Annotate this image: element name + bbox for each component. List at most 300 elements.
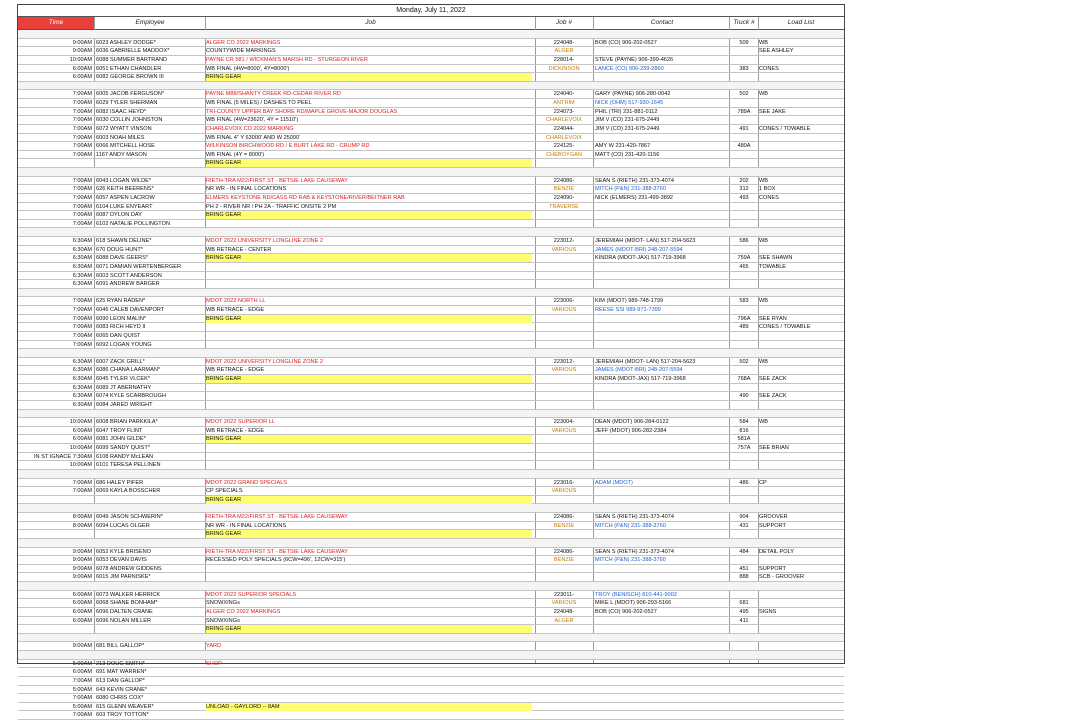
table-row — [18, 56, 844, 65]
truck-cell — [731, 453, 757, 461]
employee-cell: 6080 CHRIS COX* — [96, 695, 144, 702]
time-cell: 7:00AM — [72, 91, 92, 98]
time-cell: 6:30AM — [72, 281, 92, 288]
table-row — [18, 228, 844, 237]
truck-cell: 816 — [739, 427, 749, 434]
truck-cell: 789A — [737, 108, 751, 115]
job-number-cell — [536, 677, 592, 685]
table-row — [18, 642, 844, 651]
truck-cell: 312 — [739, 186, 749, 193]
employee-cell — [96, 159, 206, 167]
contact-cell: BOB (CO) 906-202-0527 — [595, 39, 657, 46]
table-row — [18, 668, 844, 677]
employee-cell: 6036 GABRIELLE MADDOX* — [96, 48, 170, 55]
time-cell: 7:00AM — [72, 479, 92, 486]
employee-cell: 6007 ZACK GRILL* — [96, 358, 145, 365]
load-list-cell — [759, 461, 843, 469]
contact-cell: JEREMIAH (MDOT- LAN) 517-204-5623 — [595, 238, 696, 244]
load-list-cell: 1 BOX — [759, 186, 776, 193]
job-cell: WB RETRACE - EDGE — [206, 427, 265, 434]
load-list-cell — [759, 349, 843, 357]
truck-cell: 411 — [739, 617, 749, 624]
contact-cell: STEVE (PAYNE) 906-399-4626 — [595, 56, 674, 63]
contact-cell — [595, 660, 729, 668]
job-cell: BRING GEAR — [206, 315, 532, 323]
job-cell — [206, 634, 532, 642]
job-number-cell — [536, 254, 592, 262]
load-list-cell — [759, 151, 843, 159]
time-cell: 6:30AM — [72, 263, 92, 270]
contact-cell — [595, 220, 729, 228]
load-list-cell — [759, 435, 843, 443]
time-cell — [20, 539, 92, 547]
job-number-cell — [536, 263, 592, 271]
job-cell: WB FINAL (4W=23620', 4Y = 11510') — [206, 117, 299, 124]
job-cell: SNOWXINGs — [206, 617, 240, 624]
contact-cell: JAMES (MDOT-BRI) 248-207-5594 — [595, 246, 683, 253]
load-list-cell: SCB - GROOVER — [759, 574, 805, 581]
job-cell: WB FINAL (4W=8000', 4Y=8000') — [206, 65, 290, 72]
time-cell — [20, 470, 92, 478]
contact-cell — [595, 73, 729, 81]
job-number-cell — [536, 82, 592, 90]
job-number-cell — [536, 341, 592, 349]
truck-cell: 484 — [739, 548, 749, 555]
time-cell: 10:00AM — [69, 445, 92, 451]
employee-cell: 6092 LOGAN YOUNG — [96, 341, 152, 348]
job-cell: TRI-COUNTY UPPER BAY SHORE RD/MAPLE GROVE-MAJOR DOUGLAS — [206, 108, 398, 115]
truck-cell — [731, 686, 757, 694]
load-list-cell: WB — [759, 358, 769, 365]
contact-cell: MATT (CO) 231-420-1156 — [595, 151, 660, 158]
load-list-cell — [759, 651, 843, 659]
load-list-cell — [759, 228, 843, 236]
load-list-cell — [759, 453, 843, 461]
job-number-cell: 224086- — [553, 548, 575, 555]
load-list-cell: WB — [759, 91, 769, 98]
table-row — [18, 349, 844, 358]
contact-cell: JEREMIAH (MDOT- LAN) 517-204-5623 — [595, 358, 696, 365]
contact-cell — [595, 617, 729, 625]
employee-cell: 6023 ASHLEY DODGE* — [96, 39, 156, 46]
load-list-cell — [759, 599, 843, 607]
employee-cell — [96, 82, 206, 90]
job-cell: BRING GEAR — [206, 211, 532, 219]
job-number-cell: 224044- — [553, 125, 575, 132]
table-row — [18, 418, 844, 427]
load-list-cell — [759, 410, 843, 418]
load-list-cell: SEE SHAWN — [759, 255, 793, 262]
truck-cell — [731, 677, 757, 685]
employee-cell — [96, 539, 206, 547]
load-list-cell: CP — [759, 479, 767, 486]
load-list-cell: TOWABLE — [759, 263, 787, 270]
time-cell: 7:00AM — [72, 677, 92, 684]
table-row — [18, 548, 844, 557]
job-number-cell: 223004- — [553, 419, 575, 426]
contact-cell: AMY W 231-420-7867 — [595, 143, 651, 150]
load-list-cell — [759, 530, 843, 538]
contact-cell — [595, 694, 729, 702]
load-list-cell: SEE ZACK — [759, 393, 787, 400]
contact-cell — [595, 82, 729, 90]
employee-cell: 6049 JASON SCHWERIN* — [96, 514, 163, 520]
load-list-cell: WB — [759, 238, 769, 244]
job-cell: WILKINSON BIRCHWOOD RD / E BURT LAKE RD - CRUMP RD — [206, 143, 370, 150]
table-row — [18, 99, 844, 108]
job-number-cell: ALGER — [554, 617, 574, 624]
time-cell: 7:00AM — [72, 332, 92, 339]
job-cell — [206, 263, 532, 271]
job-cell: YARD — [206, 643, 222, 650]
table-row — [18, 272, 844, 281]
job-cell — [206, 349, 532, 357]
contact-cell — [595, 228, 729, 236]
job-number-cell — [536, 392, 592, 400]
load-list-cell — [759, 487, 843, 495]
time-cell — [20, 625, 92, 633]
truck-cell — [731, 280, 757, 288]
truck-cell: 586 — [739, 238, 749, 244]
truck-cell — [731, 711, 757, 719]
load-list-cell — [759, 203, 843, 211]
table-row — [18, 479, 844, 488]
truck-cell: 493 — [739, 194, 749, 201]
job-cell: PAYNE CR 581 / WICKMAN'S MARSH RD - STURGEON RIVER — [206, 56, 368, 63]
employee-cell: 670 DOUG HUNT* — [96, 246, 143, 253]
time-cell — [20, 159, 92, 167]
table-row — [18, 315, 844, 324]
contact-cell: JAMES (MDOT-BRI) 248-207-5594 — [595, 367, 683, 374]
load-list-cell — [759, 82, 843, 90]
time-cell: 6:00AM — [72, 600, 92, 607]
table-row — [18, 211, 844, 220]
truck-cell — [731, 668, 757, 676]
table-row — [18, 410, 844, 419]
load-list-cell — [759, 366, 843, 374]
employee-cell — [96, 504, 206, 512]
job-cell: BRING GEAR — [206, 435, 532, 443]
truck-cell: 490 — [739, 393, 749, 400]
job-number-cell: VARIOUS — [551, 307, 577, 313]
job-number-cell: VARIOUS — [551, 488, 577, 495]
time-cell: 7:00AM — [72, 194, 92, 201]
contact-cell: TROY (BENISCH) 810-441-9002 — [595, 591, 677, 598]
contact-cell: NICK (OHM) 517-930-1645 — [595, 100, 664, 106]
load-list-cell — [759, 272, 843, 280]
table-row — [18, 591, 844, 600]
employee-cell: 603 TROY TOTTON* — [96, 712, 149, 719]
employee-cell: 6088 DAVE GEERS* — [96, 255, 149, 262]
load-list-cell — [759, 642, 843, 650]
job-number-cell: 224048- — [553, 39, 575, 46]
load-list-cell: SIGNS — [759, 608, 777, 615]
employee-cell — [96, 530, 206, 538]
job-number-cell: 224086- — [553, 177, 575, 184]
contact-cell: DEAN (MDOT) 906-284-0122 — [595, 419, 669, 426]
table-row — [18, 703, 844, 712]
contact-cell: JIM V (CO) 231-675-2449 — [595, 125, 660, 132]
table-row — [18, 599, 844, 608]
time-cell: 7:00AM — [72, 100, 92, 106]
job-cell — [206, 401, 532, 409]
table-row — [18, 522, 844, 531]
table-row — [18, 660, 844, 669]
job-number-cell — [536, 461, 592, 469]
employee-cell: 6104 LUKE ENYEART — [96, 203, 153, 210]
table-row — [18, 470, 844, 479]
truck-cell — [731, 168, 757, 176]
job-number-cell — [536, 211, 592, 219]
truck-cell — [731, 401, 757, 409]
table-row — [18, 297, 844, 306]
job-number-cell — [536, 634, 592, 642]
time-cell: 6:30AM — [72, 255, 92, 262]
employee-cell: 6083 RICH HEYD II — [96, 324, 146, 331]
time-cell — [20, 634, 92, 642]
load-list-cell — [759, 116, 843, 124]
truck-cell — [731, 504, 757, 512]
job-number-cell: 224040- — [553, 91, 575, 98]
load-list-cell: SUPPORT — [759, 565, 786, 572]
truck-cell — [731, 116, 757, 124]
header-contact: Contact — [650, 19, 674, 26]
job-cell — [206, 82, 532, 90]
time-cell: 9:00AM — [72, 48, 92, 55]
job-number-cell: 223012- — [553, 238, 575, 244]
truck-cell: 584 — [739, 419, 749, 426]
truck-cell — [731, 332, 757, 340]
truck-cell: 759A — [737, 255, 751, 262]
employee-cell: 6072 WYATT VINSON — [96, 125, 152, 132]
time-cell: 5:00AM — [72, 660, 92, 667]
employee-cell: 625 RYAN RADEN* — [96, 298, 146, 305]
employee-cell: 6090 LEON MALIN* — [96, 315, 147, 322]
employee-cell: 6088 SUMMER BARTRAND — [96, 56, 168, 63]
job-cell: BRING GEAR — [206, 375, 532, 383]
job-number-cell: 223012- — [553, 358, 575, 365]
time-cell: 7:00AM — [72, 298, 92, 305]
time-cell — [20, 168, 92, 176]
contact-cell — [595, 203, 729, 211]
employee-cell: 6096 NOLAN MILLER — [96, 617, 152, 624]
column-header-row — [18, 17, 844, 30]
job-cell — [206, 220, 532, 228]
load-list-cell — [759, 332, 843, 340]
time-cell: 7:00AM — [72, 186, 92, 193]
contact-cell: KIM (MDOT) 989-748-1799 — [595, 298, 664, 305]
load-list-cell: SEE JAKE — [759, 108, 786, 115]
job-number-cell — [536, 220, 592, 228]
job-number-cell — [536, 410, 592, 418]
employee-cell: 6073 WALKER HERRICK — [96, 591, 161, 598]
employee-cell: 6094 LUCAS OLGER — [96, 522, 150, 529]
time-cell: 6:30AM — [72, 376, 92, 382]
load-list-cell — [759, 668, 843, 676]
job-cell: NR WR - IN FINAL LOCATIONS — [206, 522, 287, 529]
job-cell — [206, 565, 532, 573]
load-list-cell — [759, 427, 843, 435]
contact-cell: MITCH (P&N) 231-388-3760 — [595, 557, 666, 564]
time-cell: 6:30AM — [72, 358, 92, 365]
job-cell: UNLOAD - GAYLORD -- 8AM — [206, 703, 532, 711]
truck-cell — [731, 203, 757, 211]
employee-cell: 6082 ISAAC HEYD* — [96, 108, 147, 115]
job-number-cell — [536, 384, 592, 392]
time-cell: 7:00AM — [72, 151, 92, 158]
employee-cell: 643 KEVIN CRANE* — [96, 686, 147, 693]
job-number-cell: 223006- — [553, 298, 575, 305]
job-number-cell — [536, 73, 592, 81]
table-row — [18, 582, 844, 591]
truck-cell: 486 — [739, 479, 749, 486]
truck-cell — [731, 151, 757, 159]
employee-cell: 6051 ETHAN CHANDLER — [96, 65, 162, 72]
time-cell: 6:30AM — [72, 238, 92, 244]
contact-cell — [595, 625, 729, 633]
job-number-cell: 224086- — [553, 514, 575, 520]
truck-cell: 581A — [737, 436, 751, 443]
time-cell: 7:00AM — [72, 315, 92, 322]
job-cell — [206, 539, 532, 547]
contact-cell — [595, 323, 729, 331]
truck-cell — [731, 220, 757, 228]
time-cell: 7:00AM — [72, 212, 92, 219]
load-list-cell — [759, 582, 843, 590]
load-list-cell — [759, 384, 843, 392]
header-employee: Employee — [135, 19, 165, 26]
truck-cell: 383 — [739, 65, 749, 72]
table-row — [18, 358, 844, 367]
contact-cell — [595, 582, 729, 590]
employee-cell — [96, 651, 206, 659]
job-cell: BRING GEAR — [206, 530, 532, 538]
time-cell: 7:00AM — [72, 220, 92, 227]
table-row — [18, 90, 844, 99]
employee-cell: 6029 TYLER SHERMAN — [96, 100, 158, 106]
job-cell: MDOT 2022 SUPERIOR SPECIALS — [206, 591, 297, 598]
load-list-cell — [759, 625, 843, 633]
truck-cell — [731, 159, 757, 167]
table-row — [18, 617, 844, 626]
contact-cell: GARY (PAYNE) 906-280-0042 — [595, 91, 671, 98]
truck-cell — [731, 289, 757, 297]
time-cell: 6:00AM — [72, 608, 92, 615]
employee-cell: 6047 TROY FLINT — [96, 427, 143, 434]
table-row — [18, 82, 844, 91]
table-row — [18, 125, 844, 134]
job-cell: WB RETRACE - EDGE — [206, 367, 265, 374]
table-row — [18, 711, 844, 720]
job-cell — [206, 392, 532, 400]
job-cell — [206, 461, 532, 469]
time-cell: 6:00AM — [72, 591, 92, 598]
employee-cell: 6065 DAN QUIST — [96, 332, 141, 339]
load-list-cell — [759, 703, 843, 711]
job-cell: WB FINAL (5 MILES) / DASHES TO PEEL — [206, 100, 312, 106]
time-cell: 9:00AM — [72, 574, 92, 581]
job-cell: ELMERS KEYSTONE RD/CASS RD RAB & KEYSTONE/RIVER/BEITNER RAB — [206, 194, 405, 201]
job-number-cell — [536, 694, 592, 702]
time-cell — [20, 410, 92, 418]
contact-cell: JIM V (CO) 231-675-2449 — [595, 117, 660, 124]
load-list-cell — [759, 280, 843, 288]
contact-cell — [595, 711, 729, 719]
truck-cell — [731, 651, 757, 659]
time-cell: 6:00AM — [72, 74, 92, 81]
table-row — [18, 556, 844, 565]
table-row — [18, 539, 844, 548]
time-cell: 6:00AM — [72, 669, 92, 676]
header-truck: Truck # — [733, 19, 755, 26]
job-cell: SHOP — [206, 660, 222, 667]
job-cell — [206, 341, 532, 349]
truck-cell — [731, 349, 757, 357]
table-row — [18, 375, 844, 384]
job-number-cell — [536, 565, 592, 573]
employee-cell — [96, 496, 206, 504]
table-row — [18, 177, 844, 186]
time-cell — [20, 30, 92, 38]
job-number-cell: BENZIE — [553, 522, 575, 529]
job-number-cell: BENZIE — [553, 557, 575, 564]
employee-cell: 6057 ASPEN LACROW — [96, 194, 155, 201]
employee-cell: 6086 CHANA LAARMAN* — [96, 367, 161, 374]
job-cell: RIETH-TRA M22/FIRST ST - BETSIE LAKE CAUSEWAY — [206, 514, 348, 520]
truck-cell — [731, 694, 757, 702]
employee-cell — [96, 410, 206, 418]
job-number-cell: 224125- — [553, 143, 575, 150]
job-number-cell: ALGER — [554, 48, 574, 55]
job-number-cell: VARIOUS — [551, 427, 577, 434]
table-row — [18, 694, 844, 703]
employee-cell — [96, 470, 206, 478]
time-cell: 7:00AM — [72, 712, 92, 719]
table-row — [18, 237, 844, 246]
table-row — [18, 263, 844, 272]
employee-cell: 6091 ANDREW BARGER — [96, 281, 160, 288]
job-number-cell — [536, 30, 592, 38]
load-list-cell: SEE ZACK — [759, 376, 787, 382]
load-list-cell — [759, 56, 843, 64]
load-list-cell — [759, 159, 843, 167]
contact-cell: NICK (ELMERS) 231-499-3892 — [595, 194, 674, 201]
truck-cell: 465 — [739, 263, 749, 270]
table-row — [18, 487, 844, 496]
table-row — [18, 254, 844, 263]
table-row — [18, 332, 844, 341]
employee-cell: 6069 KAYLA BOSSCHER — [96, 488, 161, 495]
table-row — [18, 427, 844, 436]
truck-cell — [731, 461, 757, 469]
load-list-cell: CONES — [759, 65, 779, 72]
job-cell: BRING GEAR — [206, 496, 532, 504]
load-list-cell — [759, 289, 843, 297]
employee-cell: 6082 GEORGE BROWN III — [96, 74, 164, 81]
time-cell: 6:00AM — [72, 65, 92, 72]
time-cell: 9:00AM — [72, 39, 92, 46]
table-row — [18, 677, 844, 686]
job-number-cell — [536, 168, 592, 176]
table-row — [18, 134, 844, 143]
truck-cell: 451 — [739, 565, 749, 572]
employee-cell: 6003 SCOTT ANDERSON — [96, 272, 162, 279]
job-cell: RECESSED POLY SPECIALS (6CW=496', 12CW=315') — [206, 557, 346, 564]
contact-cell: KINDRA (MDOT-JAX) 517-719-3968 — [595, 376, 686, 382]
contact-cell — [595, 677, 729, 685]
load-list-cell: SEE ASHLEY — [759, 48, 794, 55]
job-number-cell: ANTRIM — [553, 100, 575, 106]
